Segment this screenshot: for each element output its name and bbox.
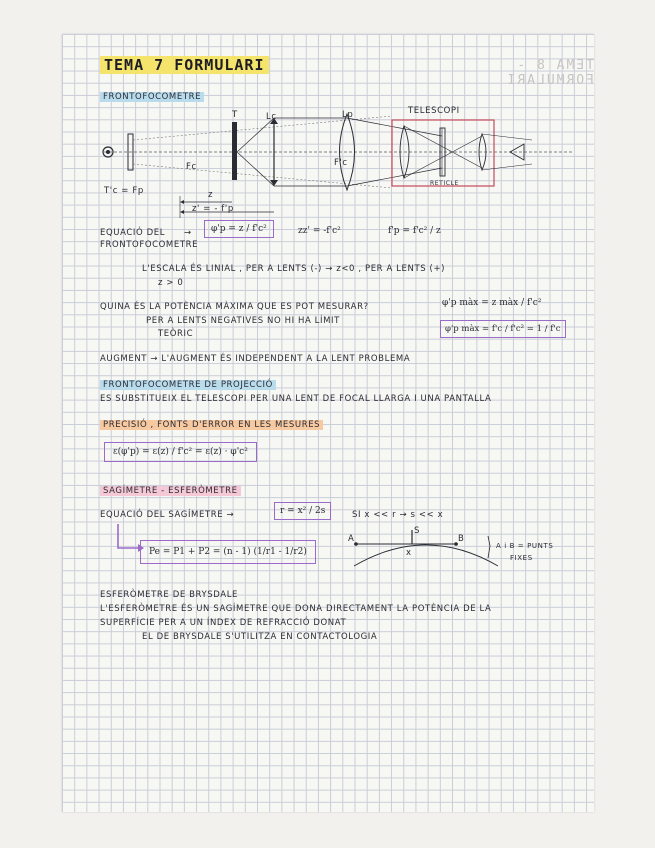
label-telescopi: TELESCOPI bbox=[408, 106, 460, 116]
esferometre-line-3: EL DE BRYSDALE S'UTILITZA EN CONTACTOLOGIA bbox=[142, 632, 378, 642]
label-x: x bbox=[406, 548, 412, 558]
label-A: A bbox=[348, 534, 355, 544]
label-Fc: Fc bbox=[186, 162, 197, 172]
condition-line: SI x << r → s << x bbox=[352, 510, 444, 520]
label-S: S bbox=[414, 526, 420, 536]
section-frontofocometre: FRONTOFOCOMETRE bbox=[100, 92, 204, 102]
escala-line-2: z > 0 bbox=[158, 278, 184, 288]
formula-phi-p-box: φ'p = z / f'c² bbox=[204, 220, 274, 238]
quina-line: QUINA ÉS LA POTÈNCIA MÀXIMA QUE ES POT MESURAR? bbox=[100, 302, 369, 312]
section-precisio: PRECISIÓ , FONTS D'ERROR EN LES MESURES bbox=[100, 420, 323, 430]
label-reticle: RETICLE bbox=[430, 180, 459, 187]
section-projeccio: FRONTOFOCOMETRE DE PROJECCIÓ bbox=[100, 380, 276, 390]
label-z: z bbox=[208, 190, 214, 200]
formula-zz: zz' = -f'c² bbox=[298, 226, 341, 236]
arrow: → bbox=[184, 228, 192, 238]
formula-max-2-box: φ'p màx = f'c / f'c² = 1 / f'c bbox=[440, 320, 566, 338]
formula-error-box: ε(φ'p) = ε(z) / f'c² = ε(z) · φ'c² bbox=[104, 442, 257, 462]
frontofocometre-diagram bbox=[62, 96, 594, 236]
section-sagimetre: SAGÍMETRE - ESFERÒMETRE bbox=[100, 486, 241, 496]
label-zprime: z' = - f'p bbox=[192, 204, 234, 214]
sagimetre-diagram bbox=[348, 530, 508, 580]
lents-negatives-line: PER A LENTS NEGATIVES NO HI HA LÍMIT bbox=[146, 316, 340, 326]
label-Lc: Lc bbox=[266, 112, 277, 122]
label-Lp: Lp bbox=[342, 110, 354, 120]
label-T: T bbox=[232, 110, 238, 120]
escala-line: L'ESCALA ÉS LINIAL , PER A LENTS (-) → z<0 , PER A LENTS (+) bbox=[142, 264, 446, 274]
equacio-label-2: FRONTOFOCOMETRE bbox=[100, 240, 199, 250]
bleed-through-title: TEMA 8 - FORMULARI bbox=[505, 58, 594, 88]
label-fixes: FIXES bbox=[510, 554, 533, 562]
label-tc-fp: T'c = Fp bbox=[104, 186, 144, 196]
esferometre-line-2: SUPERFÍCIE PER A UN ÍNDEX DE REFRACCIÓ DONAT bbox=[100, 618, 347, 628]
formula-fp: f'p = f'c² / z bbox=[388, 226, 441, 236]
teoric-line: TEÒRIC bbox=[158, 329, 194, 339]
esferometre-title: ESFERÒMETRE DE BRYSDALE bbox=[100, 590, 239, 600]
label-fc-prime: F'c bbox=[334, 158, 348, 168]
augment-line: AUGMENT → L'AUGMENT ÉS INDEPENDENT A LA LENT PROBLEMA bbox=[100, 354, 411, 364]
projeccio-line: ES SUBSTITUEIX EL TELESCOPI PER UNA LENT DE FOCAL LLARGA I UNA PANTALLA bbox=[100, 394, 492, 404]
label-ab-points: A i B = PUNTS bbox=[496, 542, 554, 550]
formula-r-box: r = x² / 2s bbox=[274, 502, 331, 520]
notebook-page bbox=[62, 34, 594, 812]
formula-max-1: φ'p màx = z màx / f'c² bbox=[442, 298, 542, 308]
equacio-label: EQUACIÓ DEL bbox=[100, 228, 166, 238]
page-title: TEMA 7 FORMULARI bbox=[100, 56, 269, 74]
label-B: B bbox=[458, 534, 465, 544]
equacio-sagimetre: EQUACIÓ DEL SAGÍMETRE → bbox=[100, 510, 235, 520]
formula-pe-box: Pe = P1 + P2 = (n - 1) (1/r1 - 1/r2) bbox=[140, 540, 316, 564]
esferometre-line-1: L'ESFERÒMETRE ÉS UN SAGÍMETRE QUE DONA DIRECTAMENT LA POTÈNCIA DE LA bbox=[100, 604, 492, 614]
